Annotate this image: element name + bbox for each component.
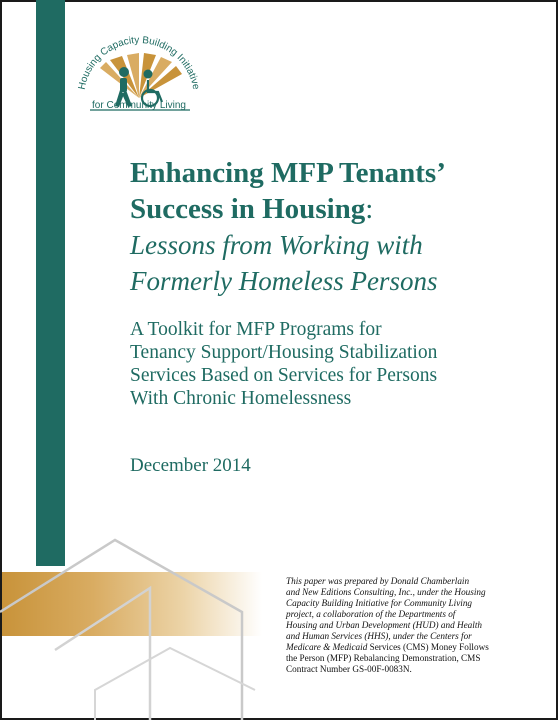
credits-line: and New Editions Consulting, Inc., under the Housing [286,587,486,597]
title-line-2 [130,191,540,227]
credits-line: This paper was prepared by Donald Chamberlain [286,576,470,586]
page-border [0,0,558,2]
credits-medicare-text: Medicare & Medicaid [286,642,368,652]
subtitle-line-2: Formerly Homeless Persons [130,266,438,296]
teal-vertical-bar [36,0,65,566]
toolkit-line: With Chronic Homelessness [130,388,352,409]
toolkit-line: A Toolkit for MFP Programs for [130,319,382,340]
credits-services-text: Services (CMS) Money Follows [367,642,489,652]
logo-arc-text: Housing Capacity Building Initiative [76,34,202,91]
credits-line: Contract Number GS-00F-0083N. [286,664,412,674]
house-outline-graphic [0,500,300,720]
title-colon: : [365,193,374,225]
sunburst-icon [100,53,182,98]
subtitle-line-1: Lessons from Working with [130,230,423,260]
credits-paragraph [286,576,548,675]
title-line-2-text: Success in Housing [130,193,366,225]
credits-line: and Human Services (HHS), under the Centers for [286,631,472,641]
credits-line: project, a collaboration of the Departments of [286,609,456,619]
credits-line: Capacity Building Initiative for Community Living [286,598,473,608]
credits-line [286,642,548,653]
credits-line: the Person (MFP) Rebalancing Demonstration, CMS [286,653,481,663]
title-block [130,155,540,299]
svg-text:Housing Capacity Building Init [77,35,202,91]
logo-caption: for Community Living [92,100,186,111]
toolkit-line: Services Based on Services for Persons [130,365,438,386]
toolkit-description [130,318,540,410]
toolkit-line: Tenancy Support/Housing Stabilization [130,342,438,363]
title-line-1: Enhancing MFP Tenants’ [130,157,446,189]
publication-date: December 2014 [130,455,251,476]
credits-line: Housing and Urban Development (HUD) and Health [286,620,482,630]
